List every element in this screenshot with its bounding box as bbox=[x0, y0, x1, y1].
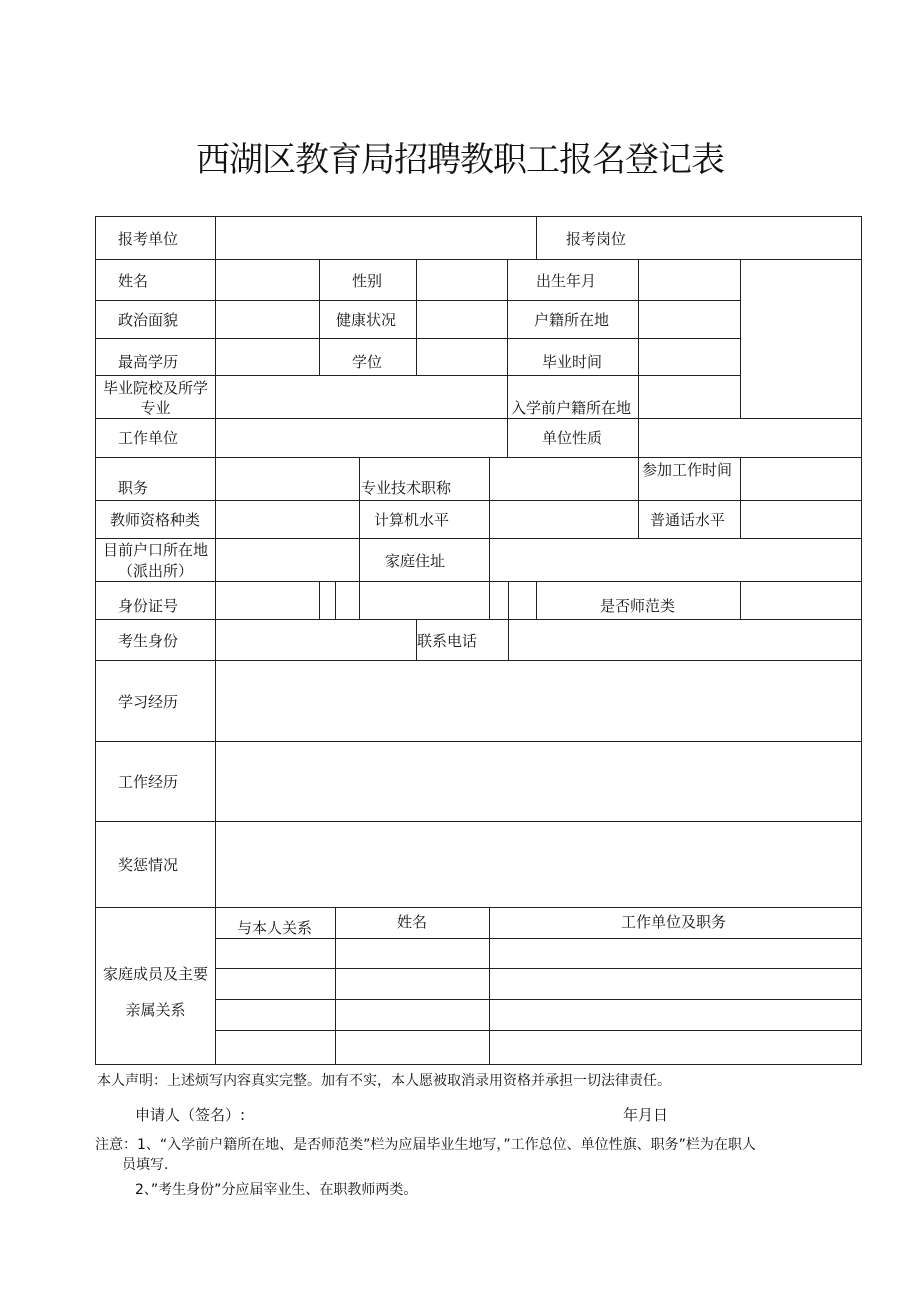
label-school-line1: 毕业院校及所学 bbox=[102, 379, 208, 397]
study-history-input[interactable] bbox=[216, 661, 861, 741]
label-teacher-cert: 教师资格种类 bbox=[110, 511, 201, 529]
label-unit-nature: 单位性质 bbox=[542, 429, 603, 447]
label-family-relation: 与本人关系 bbox=[237, 919, 313, 937]
label-rewards: 奖惩情况 bbox=[118, 856, 179, 874]
label-home-address: 家庭住址 bbox=[385, 552, 446, 570]
work-unit-input[interactable] bbox=[216, 419, 507, 457]
unit-nature-input[interactable] bbox=[639, 419, 861, 457]
table-border-bottom bbox=[95, 1064, 862, 1065]
phone-input[interactable] bbox=[509, 620, 861, 660]
label-is-normal: 是否师范类 bbox=[600, 597, 676, 615]
label-hukou-place: 户籍所在地 bbox=[534, 311, 610, 329]
label-health: 健康状况 bbox=[336, 311, 397, 329]
apply-unit-input[interactable] bbox=[216, 217, 535, 259]
label-apply-unit: 报考单位 bbox=[118, 230, 179, 248]
label-mandarin: 普通话水平 bbox=[650, 511, 726, 529]
photo-box[interactable] bbox=[741, 260, 861, 418]
label-computer: 计算机水平 bbox=[374, 511, 450, 529]
rewards-input[interactable] bbox=[216, 822, 861, 907]
family-members-input[interactable] bbox=[216, 939, 861, 1064]
hukou-place-input[interactable] bbox=[639, 301, 740, 338]
table-border-left bbox=[95, 216, 96, 1065]
label-degree: 学位 bbox=[352, 353, 383, 371]
label-school-line2: 专业 bbox=[140, 399, 171, 417]
work-history-input[interactable] bbox=[216, 742, 861, 821]
col-line bbox=[319, 259, 320, 375]
label-apply-post: 报考岗位 bbox=[566, 230, 627, 248]
col-line bbox=[507, 259, 508, 375]
label-work-unit: 工作单位 bbox=[118, 429, 179, 447]
label-pre-hukou: 入学前户籍所在地 bbox=[511, 399, 632, 417]
label-family-line1: 家庭成员及主要 bbox=[102, 965, 208, 983]
work-start-input[interactable] bbox=[741, 458, 861, 500]
label-family-line2: 亲属关系 bbox=[125, 1001, 186, 1019]
note2: 2、”考生身份”分应届宰业生、在职教师两类。 bbox=[135, 1182, 418, 1198]
label-political: 政治面貌 bbox=[118, 311, 179, 329]
date-label: 年月日 bbox=[623, 1106, 669, 1124]
name-input[interactable] bbox=[216, 260, 319, 300]
school-major-input[interactable] bbox=[216, 376, 507, 418]
gender-input[interactable] bbox=[417, 260, 507, 300]
degree-input[interactable] bbox=[417, 339, 507, 375]
col-line bbox=[359, 457, 360, 581]
col-line bbox=[507, 418, 508, 457]
label-current-hukou-line1: 目前户口所在地 bbox=[102, 541, 208, 559]
health-input[interactable] bbox=[417, 301, 507, 338]
label-gender: 性别 bbox=[352, 272, 383, 290]
note1-line2: 员填写. bbox=[122, 1157, 169, 1173]
computer-input[interactable] bbox=[490, 501, 638, 538]
col-line bbox=[507, 375, 508, 418]
is-normal-input[interactable] bbox=[741, 582, 861, 619]
label-study-history: 学习经历 bbox=[118, 693, 179, 711]
pre-hukou-input[interactable] bbox=[639, 376, 740, 418]
page-title: 西湖区教育局招聘教职工报名登记表 bbox=[196, 140, 724, 180]
declaration-text: 本人声明：上述烦写内容真实完整。加有不实，本人愿被取消录用资格并承担一切法律责任。 bbox=[97, 1073, 671, 1089]
apply-post-input[interactable] bbox=[637, 217, 861, 259]
label-phone: 联系电话 bbox=[417, 632, 478, 650]
label-id-number: 身份证号 bbox=[118, 597, 179, 615]
label-work-start: 参加工作时间 bbox=[642, 461, 733, 479]
home-address-input[interactable] bbox=[490, 539, 861, 581]
signature-label: 申请人（签名）: bbox=[135, 1106, 246, 1124]
note1-line1: 注意：1、“入学前户籍所在地、是否师范类”栏为应届毕业生地写，”工作总位、单位性旗、职务”栏为在职人 bbox=[95, 1137, 756, 1153]
label-candidate-identity: 考生身份 bbox=[118, 632, 179, 650]
grad-time-input[interactable] bbox=[639, 339, 740, 375]
political-input[interactable] bbox=[216, 301, 319, 338]
label-position: 职务 bbox=[118, 479, 149, 497]
col-line bbox=[536, 216, 537, 259]
mandarin-input[interactable] bbox=[741, 501, 861, 538]
col-line bbox=[536, 581, 537, 619]
candidate-identity-input[interactable] bbox=[216, 620, 416, 660]
position-input[interactable] bbox=[216, 458, 359, 500]
teacher-cert-input[interactable] bbox=[216, 501, 359, 538]
col-line bbox=[638, 457, 639, 538]
label-tech-title: 专业技术职称 bbox=[361, 479, 452, 497]
tech-title-input[interactable] bbox=[490, 458, 638, 500]
id-number-input[interactable] bbox=[216, 582, 536, 619]
label-work-history: 工作经历 bbox=[118, 773, 179, 791]
birth-input[interactable] bbox=[639, 260, 740, 300]
label-name: 姓名 bbox=[118, 272, 149, 290]
label-current-hukou-line2: （派出所） bbox=[117, 562, 193, 580]
label-grad-time: 毕业时间 bbox=[542, 353, 603, 371]
label-education: 最高学历 bbox=[118, 353, 179, 371]
label-family-unit: 工作单位及职务 bbox=[621, 913, 727, 931]
label-family-name: 姓名 bbox=[397, 913, 428, 931]
education-input[interactable] bbox=[216, 339, 319, 375]
row-line bbox=[95, 907, 862, 908]
label-birth: 出生年月 bbox=[536, 272, 597, 290]
current-hukou-input[interactable] bbox=[216, 539, 359, 581]
